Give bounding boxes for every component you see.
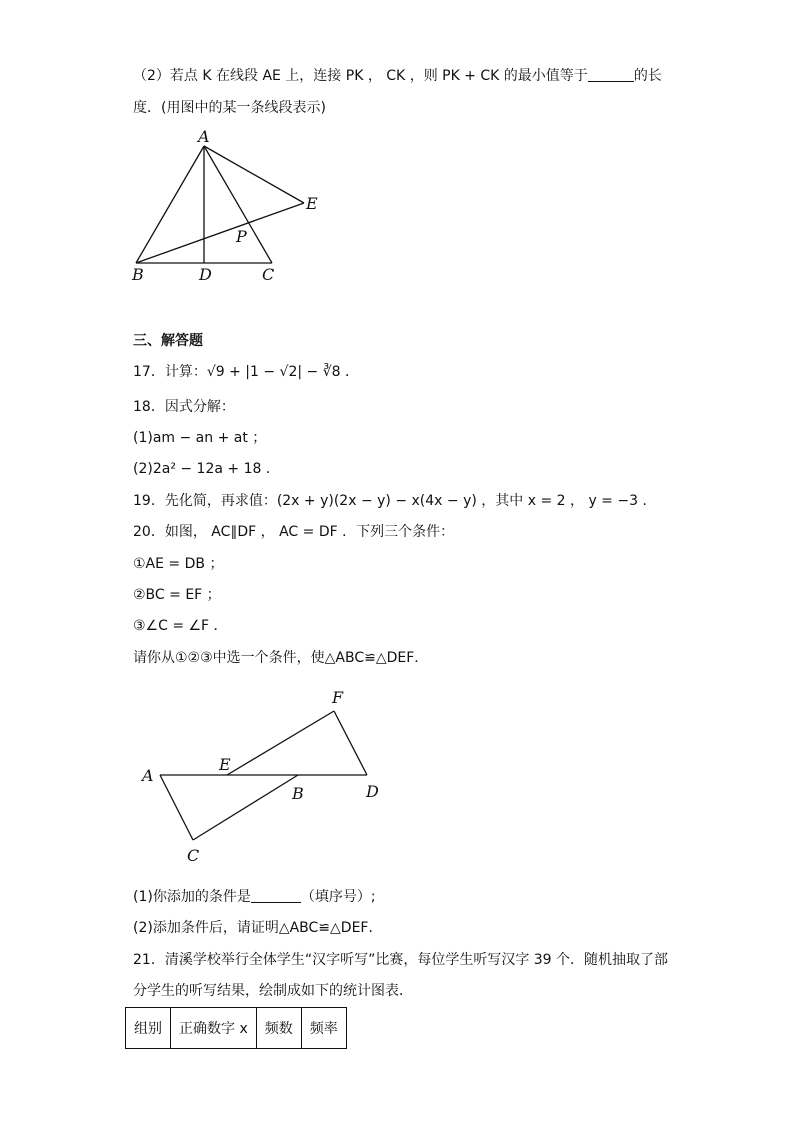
q18: 18．因式分解： [133,399,235,415]
q18-part1: (1)am − an + at ； [133,430,267,446]
q20-condition-1: ①AE = DB ； [133,556,224,572]
label-d: D [366,782,379,801]
q16-2-text: （2）若点 K 在线段 AE 上，连接 PK ， CK ，则 PK + CK 的最小值等于 [133,68,588,84]
q20-part1-prefix: (1)你添加的条件是 [133,889,251,905]
q20-condition-2: ②BC = EF ； [133,587,221,603]
label-c: C [262,265,275,284]
label-d: D [199,265,212,284]
label-a: A [198,127,210,146]
label-e: E [306,194,318,213]
label-f: F [332,688,344,707]
label-b: B [292,784,304,803]
segment-ef [227,711,334,775]
q17: 17．计算：√9 + |1 − √2| − ∛8 ． [133,364,359,380]
statistics-table [125,1007,347,1049]
segment-fd [334,711,367,775]
table-header-cell: 频数 [256,1008,301,1049]
table-header-cell: 频率 [301,1008,346,1049]
label-b: B [132,265,144,284]
segment-ac [160,775,193,840]
label-c: C [187,846,200,865]
segment-cb [193,775,298,840]
q18-part2: (2)2a² − 12a + 18 ． [133,461,280,477]
q20: 20．如图， AC∥DF ， AC = DF ．下列三个条件： [133,524,455,540]
q16-2-text-end: 的长 [633,68,662,84]
section-title: 三、解答题 [133,333,203,349]
q21-line2: 分学生的听写结果，绘制成如下的统计图表． [133,983,413,999]
q20-instruction: 请你从①②③中选一个条件，使△ABC≌△DEF． [133,650,429,666]
table-header-row [126,1008,347,1049]
q20-part1-suffix: （填序号）; [300,889,376,905]
q20-part1 [133,887,376,907]
q19: 19．先化简，再求值：(2x + y)(2x − y) − x(4x − y) ，其中 x = 2 ， y = −3 ． [133,493,657,509]
q21-line1: 21．清溪学校举行全体学生“汉字听写”比赛，每位学生听写汉字 39 个．随机抽取了部 [133,952,669,968]
label-p: P [236,227,247,246]
label-e: E [219,755,231,774]
q20-condition-3: ③∠C = ∠F ． [133,618,228,634]
q20-part2: (2)添加条件后，请证明△ABC≌△DEF． [133,920,383,936]
table-header-cell: 正确数字 x [171,1008,257,1049]
table-header-cell: 组别 [126,1008,171,1049]
answer-blank [251,888,301,903]
q16-2-line2: 度．(用图中的某一条线段表示) [133,100,326,116]
label-a: A [142,766,154,785]
